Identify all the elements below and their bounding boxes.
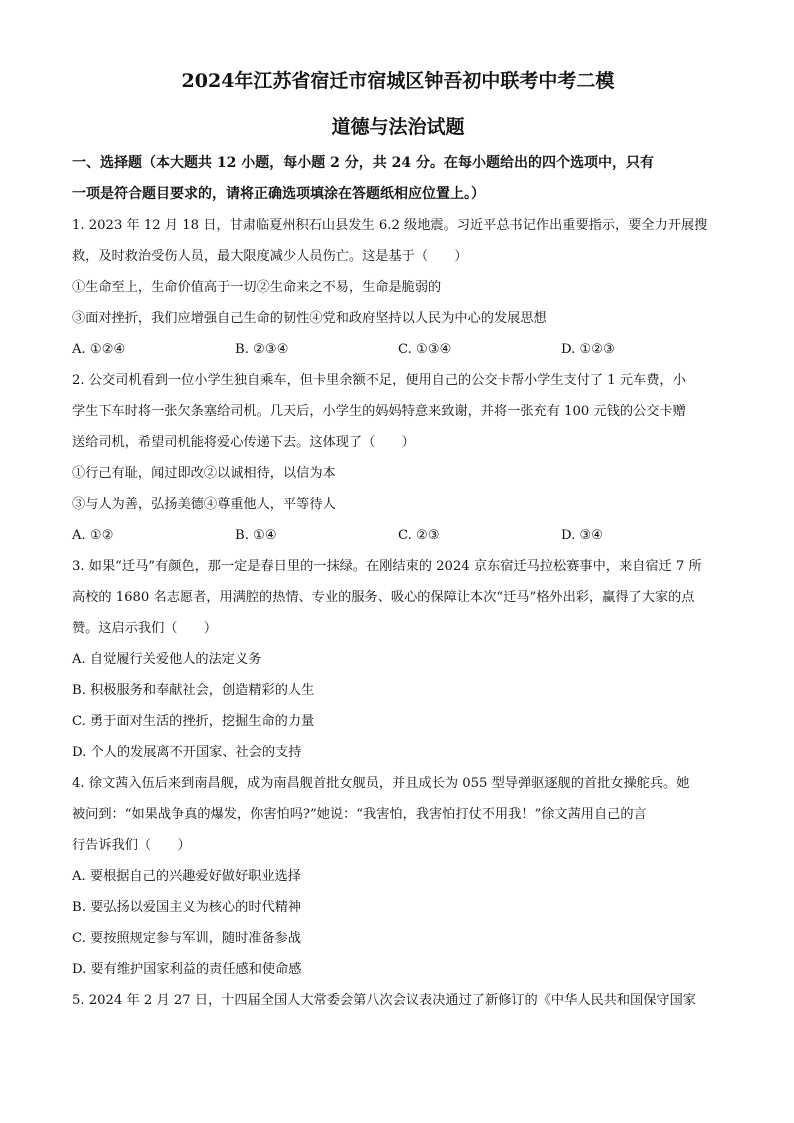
option-d: D. ③④: [561, 528, 604, 543]
question-stem-line: 救，及时救治受伤人员，最大限度减少人员伤亡。这是基于（ ）: [72, 249, 468, 264]
question-stem-line: 赞。这启示我们（ ）: [72, 621, 218, 636]
option-b: B. ①④: [235, 528, 277, 543]
question-stem-line: 1. 2023 年 12 月 18 日，甘肃临夏州积石山县发生 6.2 级地震。习近平总书记作出重要指示，要全力开展搜: [72, 218, 708, 233]
question-2: [72, 365, 724, 551]
question-stem-line: 送给司机，希望司机能将爱心传递下去。这体现了（ ）: [72, 435, 415, 450]
section-heading-line-1: 一、选择题（本大题共 12 小题，每小题 2 分，共 24 分。在每小题给出的四个选项中，只有: [72, 155, 654, 171]
question-stem-line: 高校的 1680 名志愿者，用满腔的热情、专业的服务、吸心的保障让本次“迁马”格外出彩，赢得了大家的点: [72, 590, 695, 605]
section-heading-line-2: 一项是符合题目要求的，请将正确选项填涂在答题纸相应位置上。）: [72, 186, 485, 202]
option-a: A. 自觉履行关爱他人的法定义务: [72, 652, 262, 667]
option-d: D. ①②③: [561, 342, 615, 357]
question-3: [72, 551, 724, 768]
question-stem-line: 4. 徐文茜入伍后来到南昌舰，成为南昌舰首批女舰员，并且成长为 055 型导弹驱逐舰的首批女操舵兵。她: [72, 776, 690, 791]
question-stem-line: 3. 如果“迁马”有颜色，那一定是春日里的一抹绿。在刚结束的 2024 京东宿迁马拉松赛事中，来自宿迁 7 所: [72, 559, 702, 574]
question-1: [72, 210, 724, 365]
option-b: B. ②③④: [235, 342, 289, 357]
question-stem-line: 被问到：“如果战争真的爆发，你害怕吗?”她说：“我害怕，我害怕打仗不用我！”徐文茜用自己的言: [72, 807, 647, 822]
option-b: B. 要弘扬以爱国主义为核心的时代精神: [72, 900, 302, 915]
exam-subtitle: 道德与法治试题: [331, 116, 465, 138]
question-stem-line: 2. 公交司机看到一位小学生独自乘车，但卡里余额不足，便用自己的公交卡帮小学生支付了 1 元车费，小: [72, 373, 686, 388]
question-stem-line: 学生下车时将一张欠条塞给司机。几天后，小学生的妈妈特意来致谢，并将一张充有 100 元钱的公交卡赠: [72, 404, 686, 419]
option-a: A. ①②: [72, 528, 114, 543]
question-options: [72, 520, 724, 551]
question-statement: ①行己有耻，闻过即改②以诚相待，以信为本: [72, 466, 336, 481]
question-statement: ③与人为善，弘扬美德④尊重他人，平等待人: [72, 497, 336, 512]
question-statement: ③面对挫折，我们应增强自己生命的韧性④党和政府坚持以人民为中心的发展思想: [72, 311, 547, 326]
question-stem-line: 行告诉我们（ ）: [72, 838, 191, 853]
exam-page: [72, 60, 724, 1016]
option-a: A. ①②④: [72, 342, 126, 357]
option-b: B. 积极服务和奉献社会，创造精彩的人生: [72, 683, 315, 698]
question-statement: ①生命至上，生命价值高于一切②生命来之不易，生命是脆弱的: [72, 280, 442, 295]
option-d: D. 要有维护国家利益的责任感和使命感: [72, 962, 302, 977]
question-stem-line: 5. 2024 年 2 月 27 日，十四届全国人大常委会第八次会议表决通过了新修订的《中华人民共和国保守国家: [72, 993, 696, 1008]
question-4: [72, 768, 724, 985]
option-c: C. ①③④: [398, 342, 452, 357]
option-d: D. 个人的发展离不开国家、社会的支持: [72, 745, 302, 760]
option-a: A. 要根据自己的兴趣爱好做好职业选择: [72, 869, 301, 884]
option-c: C. 勇于面对生活的挫折，挖掘生命的力量: [72, 714, 315, 729]
option-c: C. 要按照规定参与军训，随时准备参战: [72, 931, 302, 946]
question-options: [72, 334, 724, 365]
option-c: C. ②③: [398, 528, 440, 543]
question-5: [72, 985, 724, 1016]
exam-title: 2024年江苏省宿迁市宿城区钟吾初中联考中考二模: [181, 70, 615, 92]
